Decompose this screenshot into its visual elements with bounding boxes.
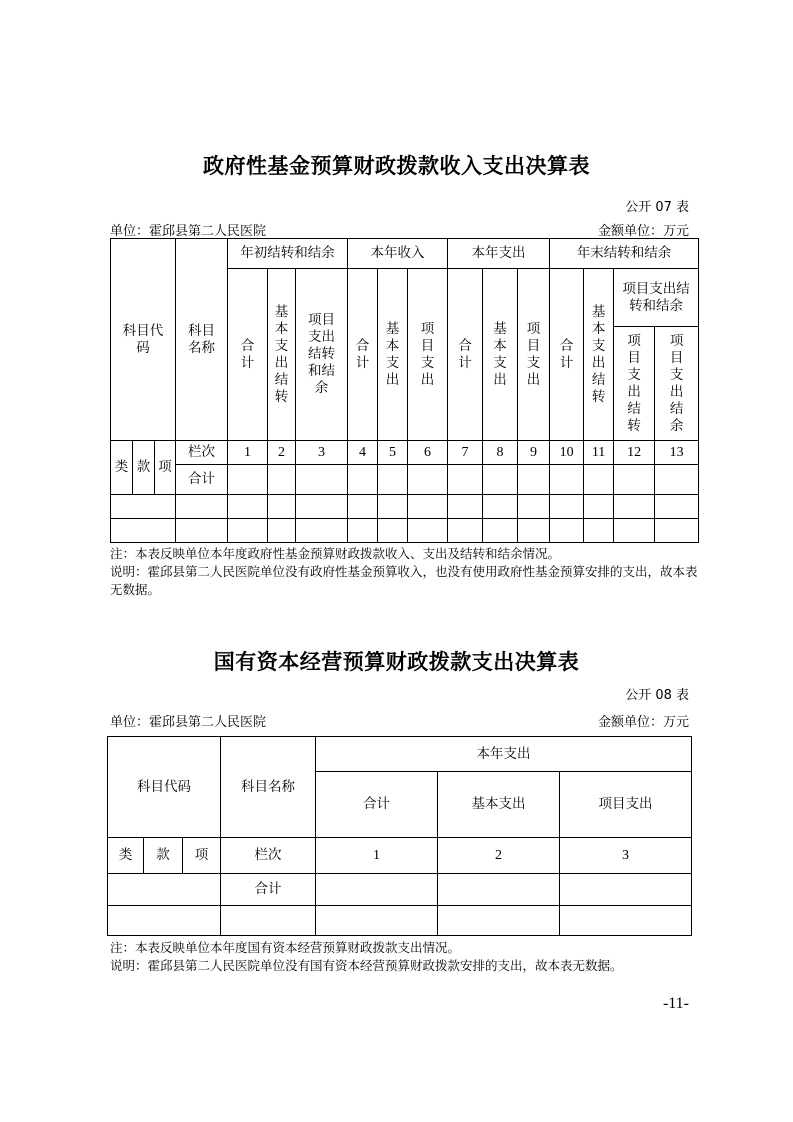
table-row	[108, 906, 692, 936]
page-number: -11-	[662, 995, 689, 1012]
t2-total-header: 合计	[316, 772, 438, 838]
table-row	[111, 519, 699, 543]
t1-end-project-group: 项目支出结转和结余	[614, 269, 699, 327]
t1-xiang: 项	[155, 441, 176, 495]
t2-basic-header: 基本支出	[438, 772, 560, 838]
t1-end-project-carry: 项目支出结转	[614, 327, 655, 441]
t1-begin-total: 合计	[228, 269, 268, 441]
t2-col-num: 3	[560, 838, 692, 874]
table-row	[111, 495, 699, 519]
t1-col-num: 1	[228, 441, 268, 465]
t1-col-num: 13	[655, 441, 699, 465]
t1-row-num-label: 栏次	[176, 441, 228, 465]
t2-kuan: 款	[144, 838, 183, 874]
t2-group-expense: 本年支出	[316, 737, 692, 772]
t2-row-num-label: 栏次	[221, 838, 316, 874]
t1-col-num: 11	[584, 441, 614, 465]
t1-col-num: 6	[408, 441, 448, 465]
table2-code: 公开 08 表	[625, 688, 689, 703]
t1-begin-project: 项目支出结转和结余	[296, 269, 348, 441]
t2-col-num: 2	[438, 838, 560, 874]
table1-unit: 单位：霍邱县第二人民医院	[110, 224, 267, 239]
t1-group-end: 年末结转和结余	[550, 239, 699, 269]
table2-explanation: 说明：霍邱县第二人民医院单位没有国有资本经营预算财政拨款安排的支出，故本表无数据。	[110, 958, 623, 973]
t1-total-row-label: 合计	[176, 465, 228, 495]
t1-col-num: 5	[378, 441, 408, 465]
t2-col-num: 1	[316, 838, 438, 874]
table2	[107, 736, 692, 936]
t2-subject-code-header: 科目代码	[108, 737, 221, 838]
t2-subject-name-header: 科目名称	[221, 737, 316, 838]
t1-end-project-surplus: 项目支出结余	[655, 327, 699, 441]
table1	[110, 238, 699, 543]
table2-note: 注：本表反映单位本年度国有资本经营预算财政拨款支出情况。	[110, 940, 461, 955]
t1-group-begin: 年初结转和结余	[228, 239, 348, 269]
t1-col-num: 7	[448, 441, 483, 465]
t1-subject-name-header: 科目名称	[176, 239, 228, 441]
t2-project-header: 项目支出	[560, 772, 692, 838]
t1-kuan: 款	[133, 441, 155, 495]
t1-col-num: 12	[614, 441, 655, 465]
t1-col-num: 4	[348, 441, 378, 465]
t1-lei: 类	[111, 441, 133, 495]
t2-lei: 类	[108, 838, 144, 874]
table2-title: 国有资本经营预算财政拨款支出决算表	[213, 650, 580, 674]
t1-income-basic: 基本支出	[378, 269, 408, 441]
t1-col-num: 2	[268, 441, 296, 465]
t1-col-num: 10	[550, 441, 584, 465]
table2-amount-unit: 金额单位：万元	[597, 715, 689, 730]
table1-amount-unit: 金额单位：万元	[597, 224, 689, 239]
t1-expense-total: 合计	[448, 269, 483, 441]
t1-col-num: 9	[518, 441, 550, 465]
t1-group-expense: 本年支出	[448, 239, 550, 269]
table1-note: 注：本表反映单位本年度政府性基金预算财政拨款收入、支出及结转和结余情况。	[110, 546, 561, 561]
t1-subject-code-header: 科目代码	[111, 239, 176, 441]
t1-group-income: 本年收入	[348, 239, 448, 269]
t1-expense-project: 项目支出	[518, 269, 550, 441]
t1-end-basic: 基本支出结转	[584, 269, 614, 441]
t2-xiang: 项	[183, 838, 221, 874]
t1-income-project: 项目支出	[408, 269, 448, 441]
t1-expense-basic: 基本支出	[483, 269, 518, 441]
t1-col-num: 3	[296, 441, 348, 465]
table1-explanation: 说明：霍邱县第二人民医院单位没有政府性基金预算收入，也没有使用政府性基金预算安排的支出，故本表无数据。	[110, 564, 698, 597]
table1-code: 公开 07 表	[625, 200, 689, 215]
table1-title: 政府性基金预算财政拨款收入支出决算表	[203, 154, 590, 178]
t1-col-num: 8	[483, 441, 518, 465]
t1-income-total: 合计	[348, 269, 378, 441]
t2-total-row-label: 合计	[221, 874, 316, 906]
table2-unit: 单位：霍邱县第二人民医院	[110, 715, 267, 730]
t1-begin-basic: 基本支出结转	[268, 269, 296, 441]
t1-end-total: 合计	[550, 269, 584, 441]
